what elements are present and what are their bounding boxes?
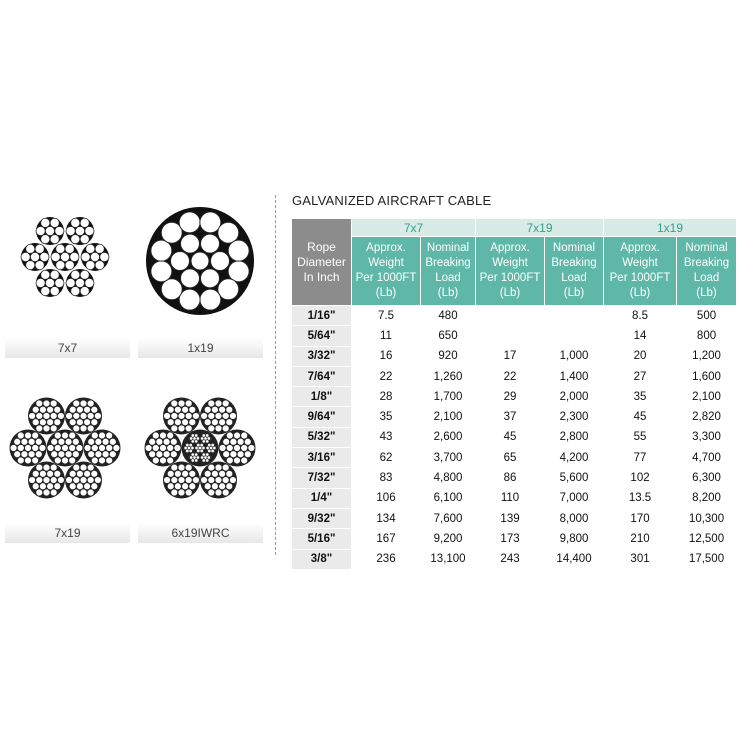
approx-weight-header bbox=[604, 237, 677, 306]
diagram-7x7 bbox=[0, 205, 130, 309]
table-row bbox=[292, 306, 737, 326]
value-cell bbox=[476, 326, 545, 346]
value-cell: 10,300 bbox=[677, 508, 737, 528]
diameter-cell: 1/4" bbox=[292, 488, 352, 508]
value-cell: 139 bbox=[476, 508, 545, 528]
caption-1x19: 1x19 bbox=[138, 338, 263, 358]
rope-1x19-icon bbox=[144, 205, 256, 317]
sub-header-row bbox=[292, 237, 737, 306]
value-cell: 86 bbox=[476, 468, 545, 488]
group-header-7x7: 7x7 bbox=[352, 219, 476, 237]
value-cell: 170 bbox=[604, 508, 677, 528]
breaking-load-header bbox=[545, 237, 604, 306]
header-line: Per 1000FT bbox=[479, 272, 541, 284]
header-line: Weight bbox=[368, 257, 404, 269]
value-cell: 1,000 bbox=[545, 346, 604, 366]
value-cell: 20 bbox=[604, 346, 677, 366]
rope-header-line: Diameter bbox=[297, 254, 346, 269]
value-cell: 4,800 bbox=[421, 468, 476, 488]
header-line: Approx. bbox=[620, 242, 660, 254]
value-cell: 22 bbox=[476, 366, 545, 386]
value-cell: 3,300 bbox=[677, 427, 737, 447]
table-row bbox=[292, 549, 737, 569]
value-cell: 110 bbox=[476, 488, 545, 508]
value-cell: 29 bbox=[476, 387, 545, 407]
header-line: Weight bbox=[622, 257, 658, 269]
table-body bbox=[292, 306, 737, 570]
header-line: Load bbox=[693, 272, 720, 284]
caption-7x7: 7x7 bbox=[5, 338, 130, 358]
value-cell: 134 bbox=[352, 508, 421, 528]
value-cell: 37 bbox=[476, 407, 545, 427]
value-cell: 236 bbox=[352, 549, 421, 569]
value-cell: 16 bbox=[352, 346, 421, 366]
value-cell: 243 bbox=[476, 549, 545, 569]
rope-header-line: Rope bbox=[307, 239, 336, 254]
diagram-6x19iwrc bbox=[135, 390, 265, 506]
diameter-cell: 1/8" bbox=[292, 387, 352, 407]
breaking-load-header bbox=[421, 237, 476, 306]
caption-7x19: 7x19 bbox=[5, 523, 130, 543]
value-cell: 500 bbox=[677, 306, 737, 326]
divider bbox=[275, 195, 276, 555]
header-line: Approx. bbox=[490, 242, 530, 254]
group-header-1x19: 1x19 bbox=[604, 219, 737, 237]
value-cell: 17 bbox=[476, 346, 545, 366]
value-cell bbox=[545, 306, 604, 326]
approx-weight-header bbox=[476, 237, 545, 306]
value-cell: 4,700 bbox=[677, 448, 737, 468]
header-line: Breaking bbox=[683, 257, 730, 269]
value-cell: 2,100 bbox=[677, 387, 737, 407]
value-cell: 480 bbox=[421, 306, 476, 326]
diameter-cell: 9/64" bbox=[292, 407, 352, 427]
header-line: (Lb) bbox=[629, 287, 651, 299]
value-cell: 7,600 bbox=[421, 508, 476, 528]
value-cell: 35 bbox=[604, 387, 677, 407]
diameter-cell: 1/16" bbox=[292, 306, 352, 326]
cable-table bbox=[291, 218, 737, 570]
rope-diagrams bbox=[0, 195, 270, 555]
table-row bbox=[292, 407, 737, 427]
header-line: (Lb) bbox=[499, 287, 521, 299]
diameter-cell: 7/32" bbox=[292, 468, 352, 488]
rope-6x19iwrc-icon bbox=[142, 390, 258, 506]
value-cell: 8,000 bbox=[545, 508, 604, 528]
group-header-7x19: 7x19 bbox=[476, 219, 604, 237]
diameter-cell: 5/64" bbox=[292, 326, 352, 346]
table-row bbox=[292, 326, 737, 346]
value-cell: 6,100 bbox=[421, 488, 476, 508]
value-cell: 11 bbox=[352, 326, 421, 346]
value-cell: 5,600 bbox=[545, 468, 604, 488]
value-cell: 14,400 bbox=[545, 549, 604, 569]
value-cell: 17,500 bbox=[677, 549, 737, 569]
rope-7x7-icon bbox=[13, 205, 117, 309]
value-cell: 1,400 bbox=[545, 366, 604, 386]
header-line: Load bbox=[561, 272, 587, 284]
header-line: Breaking bbox=[425, 257, 471, 269]
value-cell: 2,600 bbox=[421, 427, 476, 447]
header-line: Weight bbox=[492, 257, 528, 269]
rope-7x19-icon bbox=[7, 390, 123, 506]
table-row bbox=[292, 427, 737, 447]
table-row bbox=[292, 529, 737, 549]
diagram-1x19 bbox=[135, 205, 265, 317]
diameter-cell: 7/64" bbox=[292, 366, 352, 386]
value-cell: 102 bbox=[604, 468, 677, 488]
rope-diameter-header bbox=[292, 219, 352, 306]
table-row bbox=[292, 488, 737, 508]
header-line: Approx. bbox=[366, 242, 406, 254]
value-cell: 1,260 bbox=[421, 366, 476, 386]
table-row bbox=[292, 508, 737, 528]
value-cell: 65 bbox=[476, 448, 545, 468]
header-line: Per 1000FT bbox=[609, 272, 671, 284]
value-cell: 301 bbox=[604, 549, 677, 569]
diameter-cell: 9/32" bbox=[292, 508, 352, 528]
diameter-cell: 3/8" bbox=[292, 549, 352, 569]
value-cell: 650 bbox=[421, 326, 476, 346]
value-cell: 9,800 bbox=[545, 529, 604, 549]
table-row bbox=[292, 387, 737, 407]
diagram-7x19 bbox=[0, 390, 130, 506]
value-cell: 77 bbox=[604, 448, 677, 468]
value-cell: 35 bbox=[352, 407, 421, 427]
value-cell: 2,100 bbox=[421, 407, 476, 427]
value-cell: 22 bbox=[352, 366, 421, 386]
value-cell: 4,200 bbox=[545, 448, 604, 468]
value-cell: 45 bbox=[476, 427, 545, 447]
value-cell: 9,200 bbox=[421, 529, 476, 549]
value-cell: 7,000 bbox=[545, 488, 604, 508]
table-row bbox=[292, 448, 737, 468]
diameter-cell: 3/32" bbox=[292, 346, 352, 366]
header-line: Breaking bbox=[551, 257, 597, 269]
breaking-load-header bbox=[677, 237, 737, 306]
value-cell: 14 bbox=[604, 326, 677, 346]
value-cell: 1,200 bbox=[677, 346, 737, 366]
value-cell: 1,700 bbox=[421, 387, 476, 407]
value-cell bbox=[545, 326, 604, 346]
header-line: (Lb) bbox=[696, 287, 717, 299]
value-cell: 13.5 bbox=[604, 488, 677, 508]
value-cell bbox=[476, 306, 545, 326]
header-line: Nominal bbox=[426, 242, 470, 254]
header-line: Nominal bbox=[552, 242, 596, 254]
value-cell: 83 bbox=[352, 468, 421, 488]
table-row bbox=[292, 468, 737, 488]
header-line: Nominal bbox=[685, 242, 728, 254]
header-line: Per 1000FT bbox=[355, 272, 417, 284]
value-cell: 2,300 bbox=[545, 407, 604, 427]
value-cell: 2,820 bbox=[677, 407, 737, 427]
table-row bbox=[292, 366, 737, 386]
value-cell: 8.5 bbox=[604, 306, 677, 326]
value-cell: 920 bbox=[421, 346, 476, 366]
value-cell: 55 bbox=[604, 427, 677, 447]
value-cell: 210 bbox=[604, 529, 677, 549]
value-cell: 2,800 bbox=[545, 427, 604, 447]
value-cell: 27 bbox=[604, 366, 677, 386]
value-cell: 2,000 bbox=[545, 387, 604, 407]
value-cell: 6,300 bbox=[677, 468, 737, 488]
diameter-cell: 5/32" bbox=[292, 427, 352, 447]
header-line: (Lb) bbox=[375, 287, 397, 299]
table-title: GALVANIZED AIRCRAFT CABLE bbox=[292, 193, 492, 208]
value-cell: 173 bbox=[476, 529, 545, 549]
value-cell: 8,200 bbox=[677, 488, 737, 508]
value-cell: 13,100 bbox=[421, 549, 476, 569]
rope-header-line: In Inch bbox=[303, 269, 340, 284]
header-line: (Lb) bbox=[437, 287, 459, 299]
value-cell: 62 bbox=[352, 448, 421, 468]
value-cell: 800 bbox=[677, 326, 737, 346]
value-cell: 45 bbox=[604, 407, 677, 427]
caption-6x19iwrc: 6x19IWRC bbox=[138, 523, 263, 543]
value-cell: 28 bbox=[352, 387, 421, 407]
value-cell: 7.5 bbox=[352, 306, 421, 326]
value-cell: 106 bbox=[352, 488, 421, 508]
value-cell: 3,700 bbox=[421, 448, 476, 468]
diameter-cell: 5/16" bbox=[292, 529, 352, 549]
value-cell: 167 bbox=[352, 529, 421, 549]
diameter-cell: 3/16" bbox=[292, 448, 352, 468]
header-line: (Lb) bbox=[563, 287, 585, 299]
value-cell: 43 bbox=[352, 427, 421, 447]
approx-weight-header bbox=[352, 237, 421, 306]
table-row bbox=[292, 346, 737, 366]
value-cell: 1,600 bbox=[677, 366, 737, 386]
value-cell: 12,500 bbox=[677, 529, 737, 549]
header-line: Load bbox=[435, 272, 461, 284]
